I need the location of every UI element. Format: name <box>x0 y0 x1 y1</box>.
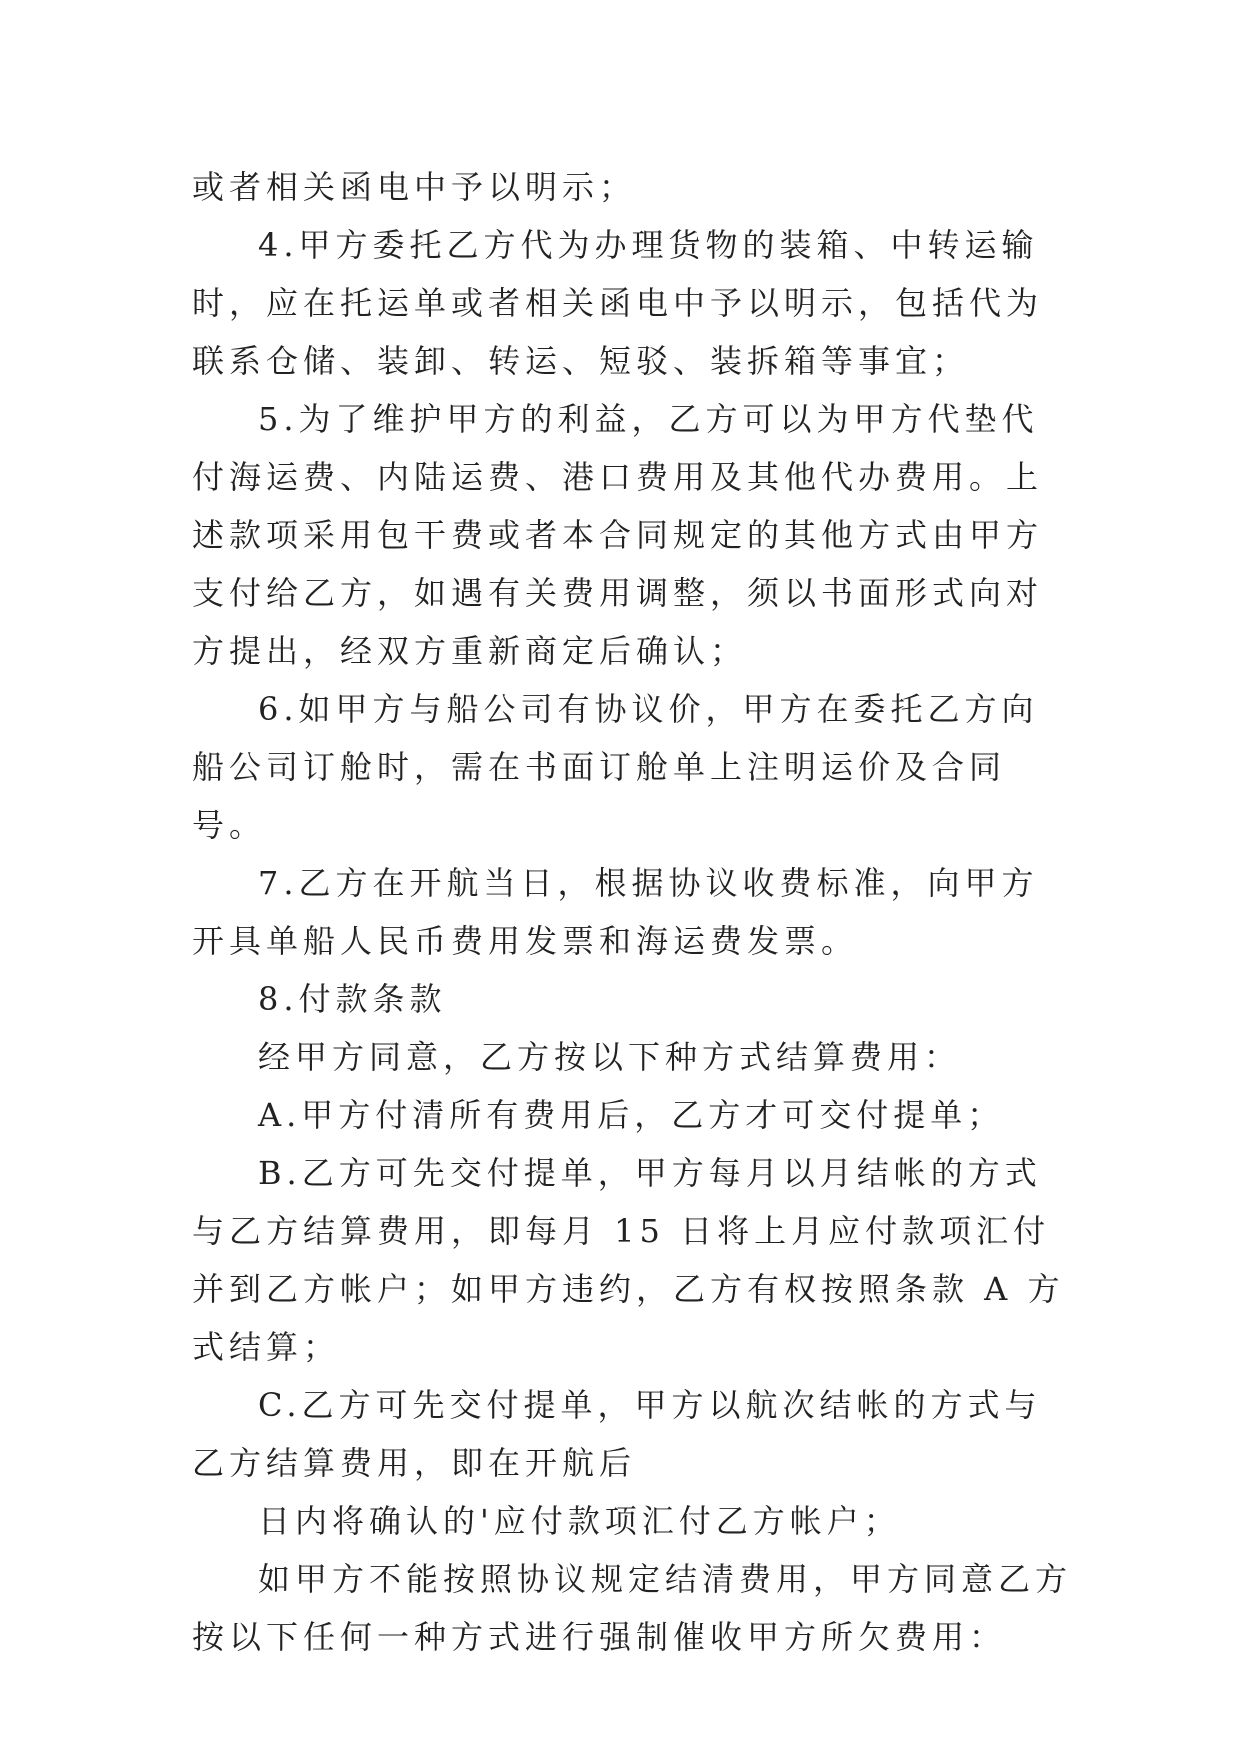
paragraph-item-6: 6.如甲方与船公司有协议价，甲方在委托乙方向船公司订舱时，需在书面订舱单上注明运价及合同号。 <box>192 690 1039 844</box>
paragraph-continuation: 或者相关函电中予以明示； <box>192 168 637 206</box>
document-body <box>192 158 1072 1666</box>
paragraph-option-a: A.甲方付清所有费用后，乙方才可交付提单； <box>258 1096 1005 1134</box>
paragraph-item-4: 4.甲方委托乙方代为办理货物的装箱、中转运输时，应在托运单或者相关函电中予以明示，包括代为联系仓储、装卸、转运、短驳、装拆箱等事宜； <box>192 226 1044 380</box>
paragraph-option-c: C.乙方可先交付提单，甲方以航次结帐的方式与乙方结算费用，即在开航后 <box>192 1386 1042 1482</box>
paragraph-item-5: 5.为了维护甲方的利益，乙方可以为甲方代垫代付海运费、内陆运费、港口费用及其他代办费用。上述款项采用包干费或者本合同规定的其他方式由甲方支付给乙方，如遇有关费用调整，须以书面形式向对方提出，经双方重新商定后确认； <box>192 400 1044 670</box>
paragraph-enforcement: 如甲方不能按照协议规定结清费用，甲方同意乙方按以下任何一种方式进行强制催收甲方所欠费用： <box>192 1560 1073 1656</box>
paragraph-payment-intro: 经甲方同意，乙方按以下种方式结算费用： <box>258 1038 962 1076</box>
paragraph-item-7: 7.乙方在开航当日，根据协议收费标准，向甲方开具单船人民币费用发票和海运费发票。 <box>192 864 1039 960</box>
paragraph-item-8-heading: 8.付款条款 <box>258 980 447 1018</box>
paragraph-option-c-continued: 日内将确认的'应付款项汇付乙方帐户； <box>258 1502 901 1540</box>
paragraph-option-b: B.乙方可先交付提单，甲方每月以月结帐的方式与乙方结算费用，即每月 15 日将上月应付款项汇付并到乙方帐户；如甲方违约，乙方有权按照条款 A 方式结算； <box>192 1154 1065 1366</box>
